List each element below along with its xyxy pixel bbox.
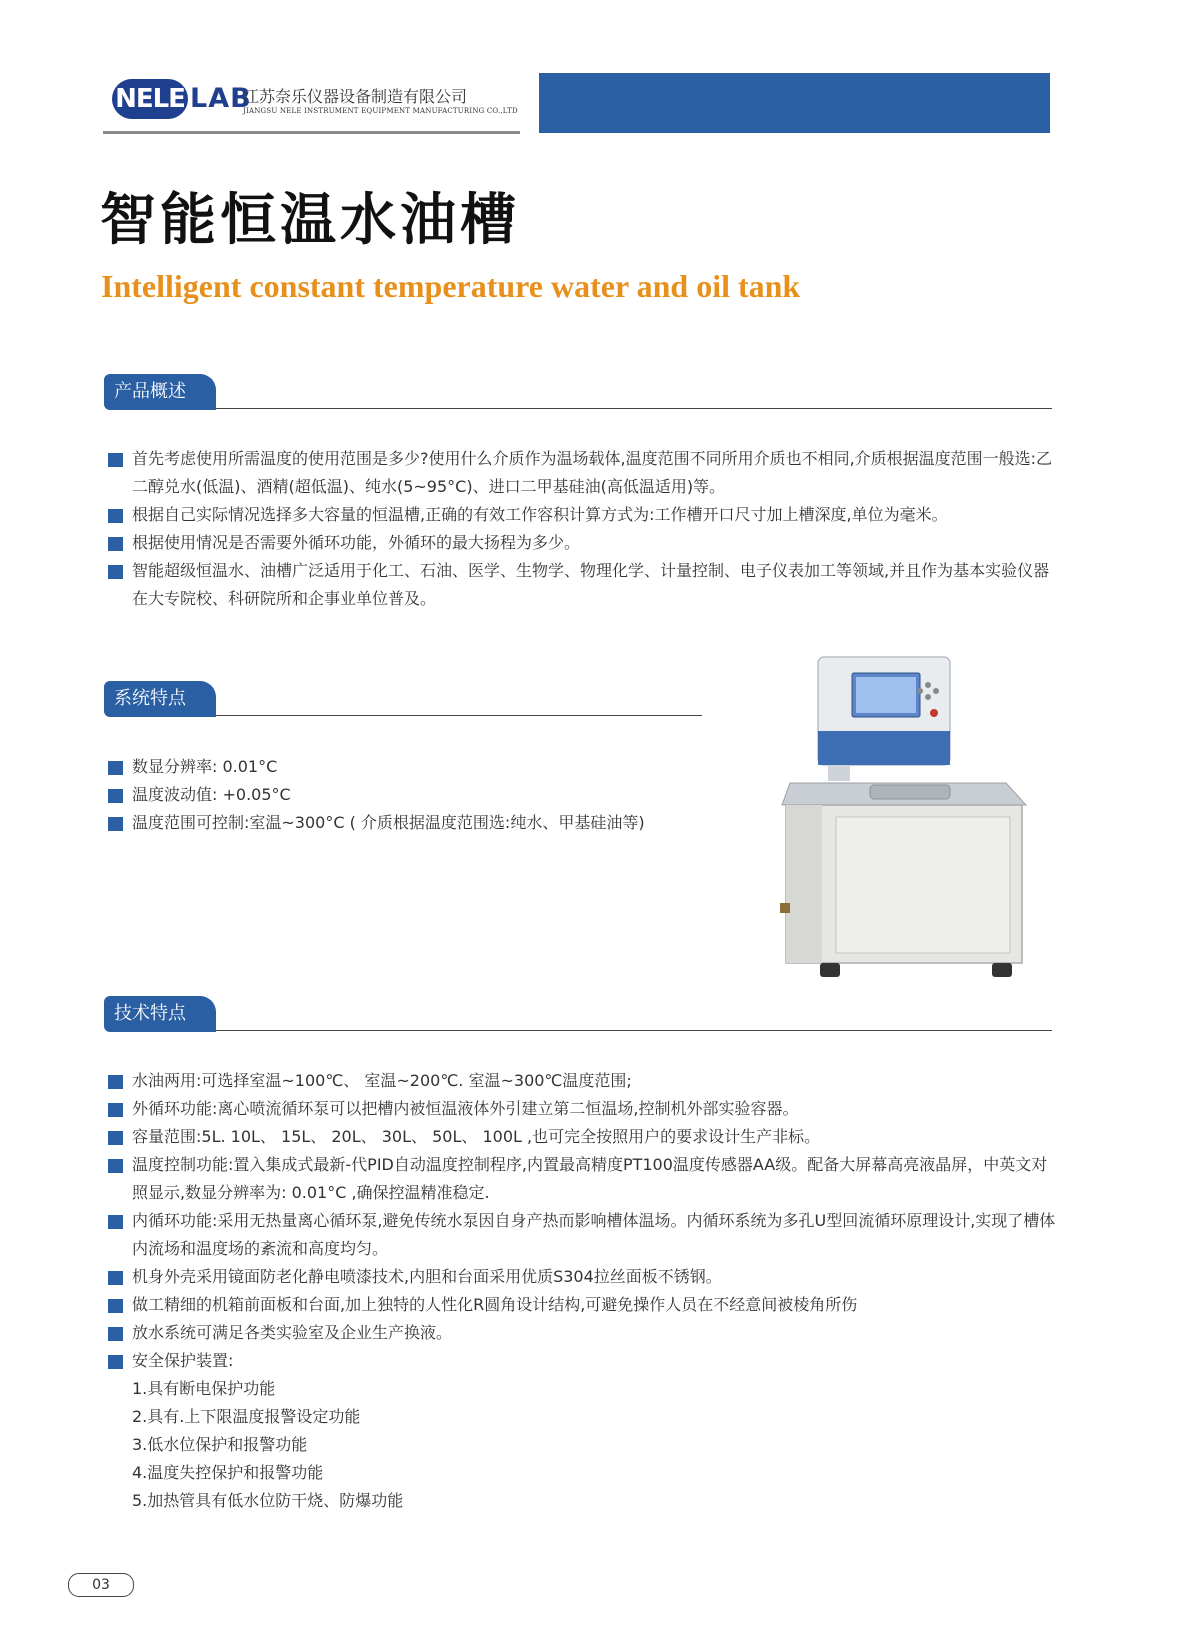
product-image: [780, 655, 1030, 990]
page-title-cn: 智能恒温水油槽: [100, 188, 520, 253]
section-tab-overview: 产品概述: [104, 374, 216, 410]
section-line-system: [216, 715, 702, 716]
bullet-square-icon: [108, 509, 123, 523]
section-tab-tech: 技术特点: [104, 996, 216, 1032]
section-line-tech: [216, 1030, 1052, 1031]
bullet-square-icon: [108, 453, 123, 467]
list-item: 首先考虑使用所需温度的使用范围是多少?使用什么介质作为温场载体,温度范围不同所用介质也不相同,介质根据温度范围一般选:乙二醇兑水(低温)、酒精(超低温)、纯水(5~95°C)、进口二甲基硅油(高低温适用)等。: [108, 445, 1058, 501]
bullet-square-icon: [108, 537, 123, 551]
list-item: 安全保护装置: 1.具有断电保护功能 2.具有.上下限温度报警设定功能 3.低水位保护和报警功能 4.温度失控保护和报警功能 5.加热管具有低水位防干烧、防爆功能: [108, 1347, 1058, 1515]
list-item: 机身外壳采用镜面防老化静电喷漆技术,内胆和台面采用优质S304拉丝面板不锈钢。: [108, 1263, 1058, 1291]
list-item: 温度波动值: +0.05°C: [108, 781, 728, 809]
system-list: [108, 753, 728, 837]
list-item: 温度控制功能:置入集成式最新-代PID自动温度控制程序,内置最高精度PT100温度传感器AA级。配备大屏幕高亮液晶屏，中英文对照显示,数显分辨率为: 0.01°C ,确保控温精准稳定.: [108, 1151, 1058, 1207]
page-number: 03: [68, 1573, 134, 1597]
logo-nele: NELE: [112, 79, 188, 119]
safety-item: 3.低水位保护和报警功能: [132, 1435, 308, 1454]
list-item: 根据自己实际情况选择多大容量的恒温槽,正确的有效工作容积计算方式为:工作槽开口尺寸加上槽深度,单位为毫米。: [108, 501, 1058, 529]
section-tab-system: 系统特点: [104, 681, 216, 717]
bullet-square-icon: [108, 789, 123, 803]
safety-item: 4.温度失控保护和报警功能: [132, 1463, 324, 1482]
list-item: 做工精细的机箱前面板和台面,加上独特的人性化R圆角设计结构,可避免操作人员在不经意间被棱角所伤: [108, 1291, 1058, 1319]
safety-list: [108, 1375, 1058, 1515]
bullet-square-icon: [108, 1159, 123, 1173]
list-item: 内循环功能:采用无热量离心循环泵,避免传统水泵因自身产热而影响槽体温场。内循环系统为多孔U型回流循环原理设计,实现了槽体内流场和温度场的紊流和高度均匀。: [108, 1207, 1058, 1263]
bullet-square-icon: [108, 1075, 123, 1089]
bullet-square-icon: [108, 1131, 123, 1145]
bullet-square-icon: [108, 1299, 123, 1313]
logo-lab: LAB: [190, 83, 252, 114]
header-divider: [103, 131, 520, 134]
list-item: 根据使用情况是否需要外循环功能，外循环的最大扬程为多少。: [108, 529, 1058, 557]
safety-item: 2.具有.上下限温度报警设定功能: [132, 1407, 361, 1426]
overview-list: [108, 445, 1058, 613]
bullet-square-icon: [108, 761, 123, 775]
list-item: 放水系统可满足各类实验室及企业生产换液。: [108, 1319, 1058, 1347]
tech-list: [108, 1067, 1058, 1515]
bullet-square-icon: [108, 1355, 123, 1369]
bullet-square-icon: [108, 565, 123, 579]
bullet-square-icon: [108, 1271, 123, 1285]
list-item: 水油两用:可选择室温~100℃、 室温~200℃. 室温~300℃温度范围;: [108, 1067, 1058, 1095]
list-item: 外循环功能:离心喷流循环泵可以把槽内被恒温液体外引建立第二恒温场,控制机外部实验容器。: [108, 1095, 1058, 1123]
company-name-cn: 江苏奈乐仪器设备制造有限公司: [243, 87, 468, 106]
safety-item: 1.具有断电保护功能: [132, 1379, 276, 1398]
section-line-overview: [216, 408, 1052, 409]
bullet-square-icon: [108, 817, 123, 831]
safety-item: 5.加热管具有低水位防干烧、防爆功能: [132, 1491, 404, 1510]
bullet-square-icon: [108, 1327, 123, 1341]
page-title-en: Intelligent constant temperature water and oil tank: [101, 268, 801, 304]
company-name-en: JIANGSU NELE INSTRUMENT EQUIPMENT MANUFACTURING CO.,LTD: [243, 107, 518, 115]
list-item: 温度范围可控制:室温~300°C ( 介质根据温度范围选:纯水、甲基硅油等): [108, 809, 728, 837]
list-item: 数显分辨率: 0.01°C: [108, 753, 728, 781]
bullet-square-icon: [108, 1103, 123, 1117]
list-item: 智能超级恒温水、油槽广泛适用于化工、石油、医学、生物学、物理化学、计量控制、电子仪表加工等领域,并且作为基本实验仪器在大专院校、科研院所和企事业单位普及。: [108, 557, 1058, 613]
bullet-square-icon: [108, 1215, 123, 1229]
list-item: 容量范围:5L. 10L、 15L、 20L、 30L、 50L、 100L ,也可完全按照用户的要求设计生产非标。: [108, 1123, 1058, 1151]
header-blue-bar: [539, 73, 1050, 133]
